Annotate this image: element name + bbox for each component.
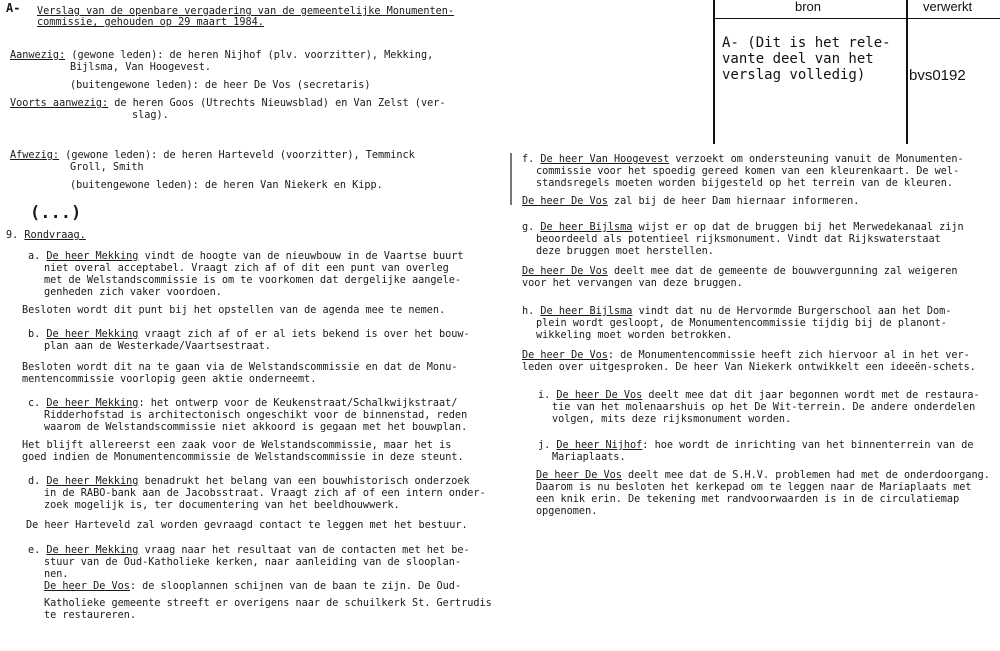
absent-line-3: (buitengewone leden): de heren Van Niekerk en Kipp. xyxy=(70,180,383,191)
item-f-speaker: De heer Van Hoogevest xyxy=(540,154,670,165)
item-c-letter: c. xyxy=(28,398,41,409)
item-d-note: De heer Harteveld zal worden gevraagd contact te leggen met het bestuur. xyxy=(26,520,468,531)
item-g-reply-text-1: deelt mee dat de gemeente de bouwvergunning zal weigeren xyxy=(607,266,958,277)
item-f-line-2: commissie voor het spoedig gereed komen van een kleurenkaart. De wel- xyxy=(536,166,960,177)
item-i-speaker: De heer De Vos xyxy=(556,390,643,401)
item-a-letter: a. xyxy=(28,251,41,262)
item-c-line-2: Ridderhofstad is architectonisch ongeschikt voor de binnenstad, reden xyxy=(44,410,468,421)
item-j-reply-1 xyxy=(536,470,990,482)
item-g-line-1 xyxy=(522,222,964,234)
item-e-reply-2: Katholieke gemeente streeft er overigens naar de schuilkerk St. Gertrudis xyxy=(44,598,492,609)
item-i-letter: i. xyxy=(538,390,551,401)
item-c-speaker: De heer Mekking xyxy=(46,398,139,409)
item-d-line-3: zoek mogelijk is, ter documentering van het beeldhouwwerk. xyxy=(44,500,400,511)
item-a-line-1 xyxy=(28,251,464,263)
item-g-reply-2: voor het vervangen van deze bruggen. xyxy=(522,278,743,289)
item-e-reply-3: te restaureren. xyxy=(44,610,137,621)
item-i-line-2: tie van het molenaarshuis op het De Wit-terrein. De andere onderdelen xyxy=(552,402,976,413)
source-line-1: A- (Dit is het rele- xyxy=(722,35,891,51)
also-present-line-2: slag). xyxy=(132,110,169,121)
table-border-left xyxy=(713,0,715,144)
item-h-reply-2: leden over uitgesproken. De heer Van Niekerk ontwikkelt een ideeën-schets. xyxy=(522,362,976,373)
item-f-reply-speaker: De heer De Vos xyxy=(522,196,608,207)
absent-line-1 xyxy=(10,150,415,162)
item-j-text-1: : hoe wordt de inrichting van het binnenterrein van de xyxy=(642,440,974,451)
item-e-line-2: stuur van de Oud-Katholieke kerken, naar aanleiding van de slooplan- xyxy=(44,557,462,568)
column-header-verwerkt: verwerkt xyxy=(923,0,973,14)
item-d-letter: d. xyxy=(28,476,41,487)
item-b-letter: b. xyxy=(28,329,41,340)
report-title-line-1: Verslag van de openbare vergadering van de gemeentelijke Monumenten- xyxy=(37,6,455,17)
item-e-letter: e. xyxy=(28,545,41,556)
column-header-bron: bron xyxy=(795,0,822,14)
present-line-2: Bijlsma, Van Hoogevest. xyxy=(70,62,212,73)
item-c-text-1: : het ontwerp voor de Keukenstraat/Schalkwijkstraat/ xyxy=(138,398,458,409)
item-g-reply-1 xyxy=(522,266,957,278)
item-d-line-1 xyxy=(28,476,470,488)
present-text-1: (gewone leden): de heren Nijhof (plv. voorzitter), Mekking, xyxy=(65,50,434,61)
item-c-line-3: waarom de Welstandscommissie niet akkoord is gegaan met het bouwplan. xyxy=(44,422,468,433)
item-e-line-3: nen. xyxy=(44,569,69,580)
document-mark: A- xyxy=(6,1,21,15)
item-f-letter: f. xyxy=(522,154,535,165)
item-b-line-2: plan aan de Westerkade/Vaartsestraat. xyxy=(44,341,271,352)
item-c-line-1 xyxy=(28,398,457,410)
item-f-reply xyxy=(522,196,859,208)
rondvraag-number: 9. xyxy=(6,230,19,241)
item-j-letter: j. xyxy=(538,440,551,451)
item-j-line-2: Mariaplaats. xyxy=(552,452,626,463)
item-h-line-2: plein wordt gesloopt, de Monumentencommissie tijdig bij de planont- xyxy=(536,318,947,329)
item-g-text-1: wijst er op dat de bruggen bij het Merwedekanaal zijn xyxy=(632,222,964,233)
present-line-3: (buitengewone leden): de heer De Vos (secretaris) xyxy=(70,80,371,91)
item-e-line-1 xyxy=(28,545,470,557)
also-present-text-1: de heren Goos (Utrechts Nieuwsblad) en Van Zelst (ver- xyxy=(108,98,446,109)
rondvraag-label: Rondvraag. xyxy=(24,230,86,241)
item-d-line-2: in de RABO-bank aan de Jacobsstraat. Vraagt zich af of een intern onder- xyxy=(44,488,486,499)
item-j-line-1 xyxy=(538,440,974,452)
absent-label: Afwezig: xyxy=(10,150,60,161)
item-e-speaker: De heer Mekking xyxy=(46,545,139,556)
item-g-speaker: De heer Bijlsma xyxy=(540,222,633,233)
item-b-text-1: vraagt zich af of er al iets bekend is over het bouw- xyxy=(138,329,470,340)
item-a-decision: Besloten wordt dit punt bij het opstellen van de agenda mee te nemen. xyxy=(22,305,446,316)
item-f-line-1 xyxy=(522,154,964,166)
table-divider xyxy=(906,0,908,144)
item-c-note-2: goed indien de Monumentencommissie de Welstandscommissie in deze steunt. xyxy=(22,452,464,463)
item-j-reply-2: Daarom is nu besloten het kerkepad om te leggen naar de Mariaplaats met xyxy=(536,482,972,493)
absent-line-2: Groll, Smith xyxy=(70,162,144,173)
processed-code: bvs0192 xyxy=(909,67,966,84)
item-d-text-1: benadrukt het belang van een bouwhistorisch onderzoek xyxy=(138,476,470,487)
source-line-3: verslag volledig) xyxy=(722,67,866,83)
omission-ellipsis: (...) xyxy=(30,203,82,223)
item-a-speaker: De heer Mekking xyxy=(46,251,139,262)
item-h-line-3: wikkeling moet worden betrokken. xyxy=(536,330,733,341)
item-e-reply-speaker: De heer De Vos xyxy=(44,581,130,592)
item-h-letter: h. xyxy=(522,306,535,317)
table-header-rule xyxy=(713,18,1000,19)
item-e-reply-1 xyxy=(44,581,461,593)
item-a-text-1: vindt de hoogte van de nieuwbouw in de Vaartse buurt xyxy=(138,251,464,262)
item-b-decision-2: mentencommissie voorlopig geen aktie onderneemt. xyxy=(22,374,317,385)
also-present-label: Voorts aanwezig: xyxy=(10,98,109,109)
item-b-decision-1: Besloten wordt dit na te gaan via de Welstandscommissie en dat de Monu- xyxy=(22,362,458,373)
item-i-line-3: volgen, mits deze rijksmonument worden. xyxy=(552,414,792,425)
source-table xyxy=(713,0,1000,144)
item-e-text-1: vraag naar het resultaat van de contacten met het be- xyxy=(138,545,470,556)
item-c-note-1: Het blijft allereerst een zaak voor de Welstandscommissie, maar het is xyxy=(22,440,452,451)
item-h-reply-speaker: De heer De Vos xyxy=(522,350,608,361)
margin-bar xyxy=(510,153,512,205)
item-j-reply-4: opgenomen. xyxy=(536,506,598,517)
item-a-line-4: genheden zich vaker voordoen. xyxy=(44,287,222,298)
item-f-text-1: verzoekt om ondersteuning vanuit de Monumenten- xyxy=(669,154,964,165)
item-a-line-3: met de Welstandscommissie is om te voorkomen dat dergelijke aangele- xyxy=(44,275,462,286)
item-g-letter: g. xyxy=(522,222,535,233)
present-label: Aanwezig: xyxy=(10,50,66,61)
item-h-speaker: De heer Bijlsma xyxy=(540,306,633,317)
report-title-line-2: commissie, gehouden op 29 maart 1984. xyxy=(37,17,264,28)
present-line-1 xyxy=(10,50,433,62)
item-h-reply-1 xyxy=(522,350,970,362)
item-h-text-1: vindt dat nu de Hervormde Burgerschool aan het Dom- xyxy=(632,306,952,317)
item-h-line-1 xyxy=(522,306,951,318)
item-j-reply-speaker: De heer De Vos xyxy=(536,470,622,481)
item-j-reply-text-1: deelt mee dat de S.H.V. problemen had met de onderdoorgang. xyxy=(621,470,990,481)
item-g-line-2: beoordeeld als potentieel rijksmonument. Vindt dat Rijkswaterstaat xyxy=(536,234,941,245)
item-j-reply-3: een knik erin. De tekening met randvoorwaarden is in de circulatiemap xyxy=(536,494,960,505)
rondvraag-heading xyxy=(6,230,86,242)
source-line-2: vante deel van het xyxy=(722,51,874,67)
item-b-line-1 xyxy=(28,329,470,341)
item-g-line-3: deze bruggen moet herstellen. xyxy=(536,246,714,257)
item-f-line-3: standsregels moeten worden bijgesteld op het terrein van de kleuren. xyxy=(536,178,954,189)
item-i-text-1: deelt mee dat dit jaar begonnen wordt met de restaura- xyxy=(642,390,980,401)
item-f-reply-text: zal bij de heer Dam hiernaar informeren. xyxy=(607,196,860,207)
item-j-speaker: De heer Nijhof xyxy=(556,440,643,451)
also-present-line-1 xyxy=(10,98,445,110)
item-a-line-2: niet overal acceptabel. Vraagt zich af of dit een punt van overleg xyxy=(44,263,449,274)
item-e-reply-text-1: : de slooplannen schijnen van de baan te zijn. De Oud- xyxy=(129,581,462,592)
item-d-speaker: De heer Mekking xyxy=(46,476,139,487)
item-i-line-1 xyxy=(538,390,980,402)
absent-text-1: (gewone leden): de heren Harteveld (voorzitter), Temminck xyxy=(59,150,415,161)
item-b-speaker: De heer Mekking xyxy=(46,329,139,340)
item-g-reply-speaker: De heer De Vos xyxy=(522,266,608,277)
item-h-reply-text-1: : de Monumentencommissie heeft zich hiervoor al in het ver- xyxy=(607,350,970,361)
